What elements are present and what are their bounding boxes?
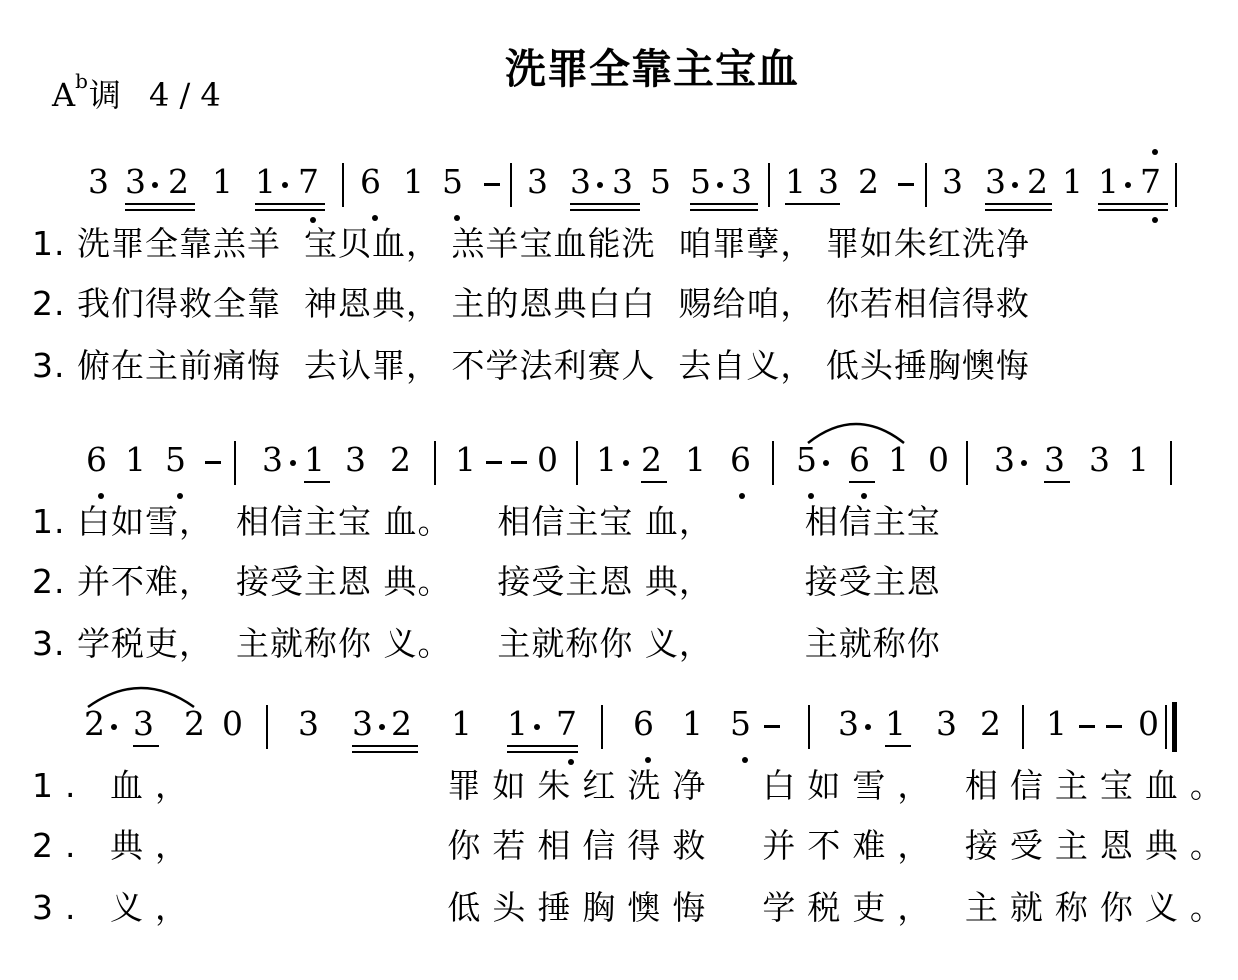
rhythm-dot xyxy=(534,724,540,730)
extension-dash xyxy=(486,461,502,464)
rhythm-dot xyxy=(152,182,158,188)
note: 3 xyxy=(942,162,963,201)
barline xyxy=(808,705,810,749)
lyric-verse-2: 2. 我们得救全靠 神恩典， 主的恩典白白 赐给咱， 你若相信得救 xyxy=(32,284,1030,323)
note: 1 xyxy=(255,162,276,201)
octave-dot xyxy=(454,215,460,221)
lyric-verse-2: 2. 并不难， 接受主恩 典。 接受主恩 典， 接受主恩 xyxy=(32,562,941,601)
flat-sign: b xyxy=(75,69,88,94)
note: 2 xyxy=(980,704,1001,743)
note: 3 xyxy=(298,704,319,743)
beam-underline xyxy=(255,209,325,211)
note: 5 xyxy=(796,440,817,479)
time-signature: 4 / 4 xyxy=(148,76,221,114)
note: 7 xyxy=(298,162,319,201)
rhythm-dot xyxy=(823,460,829,466)
note: 7 xyxy=(1140,162,1161,201)
barline xyxy=(1022,705,1024,749)
beam-underline xyxy=(641,481,667,483)
octave-dot xyxy=(1152,217,1158,223)
octave-dot xyxy=(310,217,316,223)
note: 0 xyxy=(222,704,243,743)
barline xyxy=(1170,441,1172,485)
octave-dot xyxy=(568,759,574,765)
extension-dash xyxy=(511,461,527,464)
barline xyxy=(1165,705,1167,749)
beam-underline xyxy=(255,203,325,205)
note: 1 xyxy=(682,704,703,743)
note: 2 xyxy=(390,440,411,479)
note: 3 xyxy=(612,162,633,201)
beam-underline xyxy=(352,745,418,747)
rhythm-dot xyxy=(623,460,629,466)
note: 3 xyxy=(262,440,283,479)
note: 2 xyxy=(184,704,205,743)
barline xyxy=(576,441,578,485)
octave-dot xyxy=(372,215,378,221)
note: 3 xyxy=(1044,440,1065,479)
note: 3 xyxy=(133,704,154,743)
note: 1 xyxy=(888,440,909,479)
octave-dot xyxy=(739,493,745,499)
barline xyxy=(966,441,968,485)
extension-dash xyxy=(1079,725,1095,728)
note: 0 xyxy=(1138,704,1159,743)
beam-underline xyxy=(133,745,159,747)
rhythm-dot xyxy=(1021,460,1027,466)
note: 3 xyxy=(936,704,957,743)
lyric-verse-2: 2. 典， 你若相信得救 并不难， 接受主恩典。 xyxy=(32,826,1235,865)
note: 2 xyxy=(641,440,662,479)
beam-underline xyxy=(125,203,195,205)
slur-arc xyxy=(86,679,196,709)
octave-dot xyxy=(645,757,651,763)
octave-dot xyxy=(177,493,183,499)
note: 0 xyxy=(928,440,949,479)
lyric-verse-3: 3. 俯在主前痛悔 去认罪， 不学法利赛人 去自义， 低头捶胸懊悔 xyxy=(32,346,1030,385)
note: 3 xyxy=(985,162,1006,201)
note: 1 xyxy=(212,162,233,201)
note: 5 xyxy=(690,162,711,201)
extension-dash xyxy=(484,183,500,186)
barline xyxy=(925,163,927,207)
note: 3 xyxy=(1089,440,1110,479)
rhythm-dot xyxy=(282,182,288,188)
barline xyxy=(768,163,770,207)
note: 1 xyxy=(507,704,528,743)
barline xyxy=(266,705,268,749)
rhythm-dot xyxy=(597,182,603,188)
note: 6 xyxy=(360,162,381,201)
note: 1 xyxy=(1062,162,1083,201)
beam-underline xyxy=(304,481,330,483)
rhythm-dot xyxy=(717,182,723,188)
key-letter: A xyxy=(52,76,76,114)
note: 1 xyxy=(304,440,325,479)
note: 1 xyxy=(1128,440,1149,479)
note: 3 xyxy=(345,440,366,479)
barline xyxy=(434,441,436,485)
note: 1 xyxy=(455,440,476,479)
octave-dot xyxy=(808,493,814,499)
note: 3 xyxy=(570,162,591,201)
note: 6 xyxy=(730,440,751,479)
beam-underline xyxy=(690,203,758,205)
note: 1 xyxy=(403,162,424,201)
beam-underline xyxy=(507,745,578,747)
note: 3 xyxy=(838,704,859,743)
note: 1 xyxy=(685,440,706,479)
beam-underline xyxy=(985,209,1052,211)
note: 5 xyxy=(730,704,751,743)
beam-underline xyxy=(1044,481,1070,483)
lyric-verse-1: 1. 血， 罪如朱红洗净 白如雪， 相信主宝血。 xyxy=(32,766,1235,805)
key-word: 调 xyxy=(88,76,121,114)
extension-dash xyxy=(1106,725,1122,728)
song-title: 洗罪全靠主宝血 xyxy=(505,45,799,93)
note: 6 xyxy=(86,440,107,479)
beam-underline xyxy=(985,203,1052,205)
extension-dash xyxy=(764,725,780,728)
slur-arc xyxy=(806,415,906,445)
octave-dot xyxy=(742,757,748,763)
beam-underline xyxy=(849,481,875,483)
rhythm-dot xyxy=(379,724,385,730)
rhythm-dot xyxy=(1125,182,1131,188)
barline xyxy=(772,441,774,485)
note: 3 xyxy=(994,440,1015,479)
rhythm-dot xyxy=(865,724,871,730)
note: 7 xyxy=(556,704,577,743)
note: 3 xyxy=(352,704,373,743)
note: 1 xyxy=(1098,162,1119,201)
lyric-verse-1: 1. 白如雪， 相信主宝 血。 相信主宝 血， 相信主宝 xyxy=(32,502,941,541)
note: 3 xyxy=(818,162,839,201)
lyric-verse-1: 1. 洗罪全靠羔羊 宝贝血， 羔羊宝血能洗 咱罪孽， 罪如朱红洗净 xyxy=(32,224,1030,263)
beam-underline xyxy=(785,203,840,205)
octave-dot xyxy=(1152,149,1158,155)
note: 2 xyxy=(858,162,879,201)
rhythm-dot xyxy=(290,460,296,466)
note: 1 xyxy=(125,440,146,479)
barline xyxy=(342,163,344,207)
extension-dash xyxy=(205,461,221,464)
note: 3 xyxy=(527,162,548,201)
note: 2 xyxy=(168,162,189,201)
note: 2 xyxy=(391,704,412,743)
note: 1 xyxy=(451,704,472,743)
note: 3 xyxy=(731,162,752,201)
rhythm-dot xyxy=(111,724,117,730)
note: 5 xyxy=(650,162,671,201)
note: 2 xyxy=(1027,162,1048,201)
beam-underline xyxy=(885,745,911,747)
octave-dot xyxy=(861,493,867,499)
lyric-verse-3: 3. 学税吏， 主就称你 义。 主就称你 义， 主就称你 xyxy=(32,624,941,663)
note: 6 xyxy=(633,704,654,743)
note: 1 xyxy=(596,440,617,479)
note: 2 xyxy=(84,704,105,743)
note: 1 xyxy=(785,162,806,201)
beam-underline xyxy=(690,209,758,211)
beam-underline xyxy=(1098,203,1168,205)
note: 3 xyxy=(125,162,146,201)
note: 5 xyxy=(442,162,463,201)
barline xyxy=(601,705,603,749)
octave-dot xyxy=(98,493,104,499)
lyric-verse-3: 3. 义， 低头捶胸懊悔 学税吏， 主就称你义。 xyxy=(32,888,1235,927)
rhythm-dot xyxy=(1012,182,1018,188)
beam-underline xyxy=(1098,209,1168,211)
beam-underline xyxy=(570,209,640,211)
barline xyxy=(234,441,236,485)
beam-underline xyxy=(125,209,195,211)
note: 6 xyxy=(849,440,870,479)
extension-dash xyxy=(898,183,914,186)
note: 1 xyxy=(885,704,906,743)
note: 5 xyxy=(165,440,186,479)
note: 1 xyxy=(1046,704,1067,743)
barline xyxy=(510,163,512,207)
barline xyxy=(1175,163,1177,207)
beam-underline xyxy=(570,203,640,205)
note: 3 xyxy=(88,162,109,201)
beam-underline xyxy=(507,751,578,753)
beam-underline xyxy=(352,751,418,753)
final-barline xyxy=(1172,702,1177,752)
note: 0 xyxy=(537,440,558,479)
key-signature xyxy=(52,70,221,116)
